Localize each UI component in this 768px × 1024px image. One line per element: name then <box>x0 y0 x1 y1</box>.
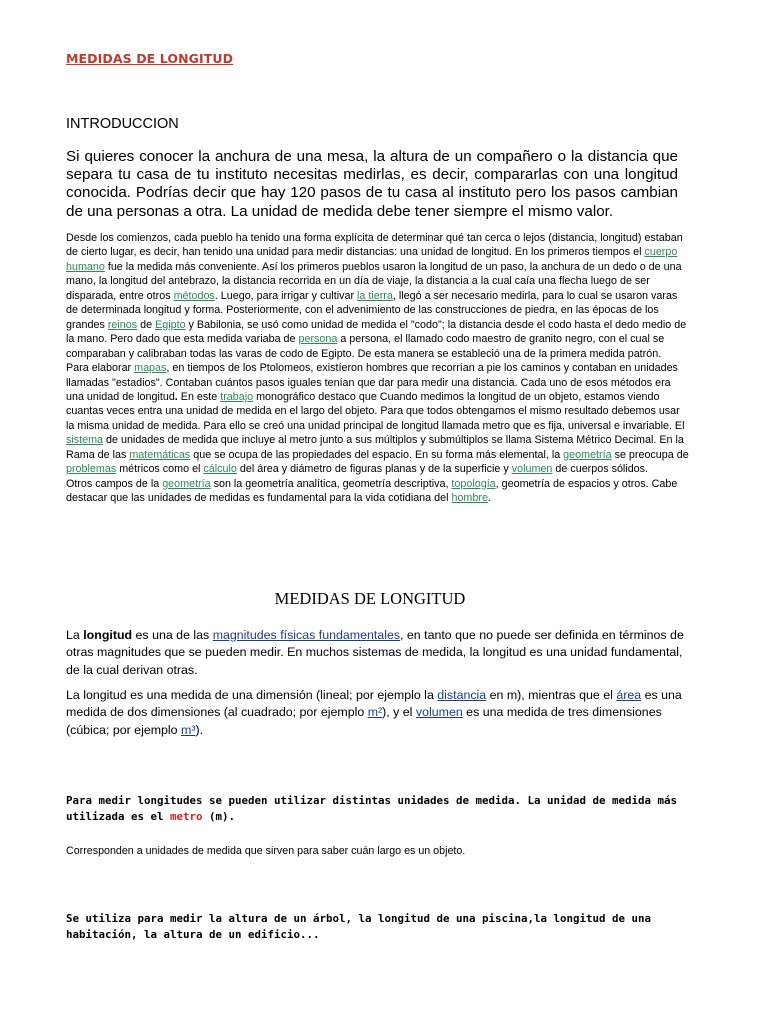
text-run: monográfico destaco que Cuando medimos la longitud de un objeto, estamos viendo cuantas veces entra una unidad de medida en el largo del objeto. Para que todos obtengamos el mismo resultado debemos usar la misma unidad de medida. Para ello se creó una unidad principal de longitud llamada metro que es fija, universal e invariable. El <box>66 390 685 432</box>
link-distancia[interactable]: distancia <box>437 688 487 702</box>
bold-term: longitud <box>83 628 133 642</box>
text-run: Para elaborar <box>66 362 135 375</box>
link-trabajo[interactable]: trabajo <box>220 390 254 403</box>
text-run: de cuerpos sólidos. <box>552 463 649 476</box>
text-run: de unidades de medida que incluye al metro junto a sus múltiplos y submúltiplos se llama Sistema Métrico Decimal. En la Rama de las <box>66 434 684 461</box>
link-mapas[interactable]: mapas <box>134 362 167 375</box>
text-run: se preocupa de <box>611 448 689 461</box>
definition-paragraph-2 <box>66 687 692 739</box>
text-run: del área y diámetro de figuras planas y de la superficie y <box>236 463 512 476</box>
intro-heading: INTRODUCCION <box>66 116 179 132</box>
text-run: Otros campos de la <box>66 477 163 490</box>
text-run: La longitud es una medida de una dimensión (lineal; por ejemplo la <box>66 688 438 702</box>
link-egipto[interactable]: Egipto <box>155 318 186 331</box>
link-matematicas[interactable]: matemáticas <box>129 448 191 461</box>
link-area[interactable]: área <box>616 688 642 702</box>
link-metodos[interactable]: métodos <box>173 289 215 302</box>
text-run: En este <box>177 390 221 403</box>
link-calculo[interactable]: cálculo <box>203 463 237 476</box>
text-run: ), y el <box>382 705 416 720</box>
metro-highlight: metro <box>170 810 203 823</box>
link-topologia[interactable]: topología <box>451 477 496 490</box>
usage-note: Se utiliza para medir la altura de un árbol, la longitud de una piscina,la longitud de una habitación, la altura de un edificio... <box>66 912 652 941</box>
text-run: , geometría de espacios y otros. Cabe destacar que las unidades de medidas es fundamental para la vida cotidiana del <box>66 477 678 505</box>
text-run: es una de las <box>132 628 213 642</box>
text-run: son la geometría analítica, geometría descriptiva, <box>210 477 452 490</box>
units-note <box>66 793 706 825</box>
link-hombre[interactable]: hombre <box>451 492 488 505</box>
link-volumen-2[interactable]: volumen <box>415 705 463 720</box>
history-paragraph-2 <box>66 361 691 477</box>
text-run: , llegó a ser necesario medirla, para lo cual se usaron varas de determinada longitud y forma. Posteriormente, con el advenimiento de las construcciones de piedra, en las épocas de los grandes <box>66 289 678 331</box>
link-volumen[interactable]: volumen <box>511 463 553 476</box>
link-cuerpo-humano[interactable]: cuerpo humano <box>66 246 678 273</box>
link-geometria-2[interactable]: geometría <box>162 477 211 490</box>
link-persona[interactable]: persona <box>298 333 338 346</box>
text-run: a persona, el llamado codo maestro de granito negro, con el cual se comparaban y calibraban todas las varas de codo de Egipto. De esta manera se estableció una de la primera medida patrón. <box>66 333 665 360</box>
history-text <box>66 231 691 506</box>
text-run: fue la medida más conveniente. Así los primeros pueblos usaron la longitud de un paso, la anchura de un dedo o de una mano, la longitud del antebrazo, la distancia recorrida en un día de viaje, la distancia a la cual caía una flecha luego de ser disparada, entre otros <box>66 260 682 302</box>
text-run: es una medida de dos dimensiones (al cuadrado; por ejemplo <box>66 688 682 720</box>
text-run: que se ocupa de las propiedades del espacio. En su forma más elemental, la <box>190 448 564 461</box>
link-sistema[interactable]: sistema <box>66 434 104 447</box>
text-run: . <box>487 492 491 505</box>
text-run: . Luego, para irrigar y cultivar <box>214 289 358 302</box>
text-run: y Babilonia, se usó como unidad de medida el "codo"; la distancia desde el codo hasta el dedo medio de la mano. Pero dado que esta medida variaba de <box>66 318 687 346</box>
text-run: es una medida de tres dimensiones (cúbica; por ejemplo <box>66 705 662 737</box>
link-la-tierra[interactable]: la tierra <box>357 289 393 302</box>
text-run: en m), mientras que el <box>486 688 617 702</box>
text-run: de <box>137 318 156 331</box>
text-run: ). <box>195 722 204 737</box>
document-title: MEDIDAS DE LONGITUD <box>66 51 234 66</box>
link-magnitudes[interactable]: magnitudes físicas fundamentales <box>212 628 401 642</box>
text-run: . <box>174 390 178 403</box>
definition-paragraph-1 <box>66 627 692 679</box>
text-run: , en tiempos de los Ptolomeos, existíeron hombres que recorrían a pie los caminos y contaban en unidades llamadas "estadios". Contaban cuántos pasos iguales tenían que dar para medir una distancia. Cada uno de esos métodos era una unidad de longitud <box>66 362 678 403</box>
text-run: métricos como el <box>116 463 204 476</box>
link-m2[interactable]: m² <box>367 705 383 720</box>
intro-paragraph: Si quieres conocer la anchura de una mesa, la altura de un compañero o la distancia que separa tu casa de tu instituto necesitas medirlas, es decir, compararlas con una longitud conocida. Podrías decir que hay 120 pasos de tu casa al instituto pero los pasos cambian de una personas a otra. La unidad de medida debe tener siempre el mismo valor. <box>66 148 678 220</box>
link-problemas[interactable]: problemas <box>66 463 117 476</box>
section-heading: MEDIDAS DE LONGITUD <box>274 589 466 608</box>
history-paragraph-3 <box>66 477 691 506</box>
text-run: (m). <box>202 810 236 823</box>
link-reinos[interactable]: reinos <box>107 318 138 331</box>
history-paragraph-1 <box>66 231 691 361</box>
text-run: , en tanto que no puede ser definida en términos de otras magnitudes que se pueden medir. En muchos sistemas de medida, la longitud es una unidad fundamental, de la cual derivan otras. <box>66 628 684 677</box>
text-run: Desde los comienzos, cada pueblo ha tenido una forma explícita de determinar qué tan cerca o lejos (distancia, longitud) estaban de cierto lugar, es decir, han tenido una unidad para medir distancias: una unidad de longitud. En los primeros tiempos el <box>66 232 683 259</box>
units-description: Corresponden a unidades de medida que sirven para saber cuán largo es un objeto. <box>66 845 466 857</box>
link-geometria[interactable]: geometría <box>563 448 612 461</box>
link-m3[interactable]: m³ <box>181 722 196 737</box>
text-run: La <box>66 628 84 642</box>
text-run: Para medir longitudes se pueden utilizar distintas unidades de medida. La unidad de medida más utilizada es el <box>66 794 678 823</box>
